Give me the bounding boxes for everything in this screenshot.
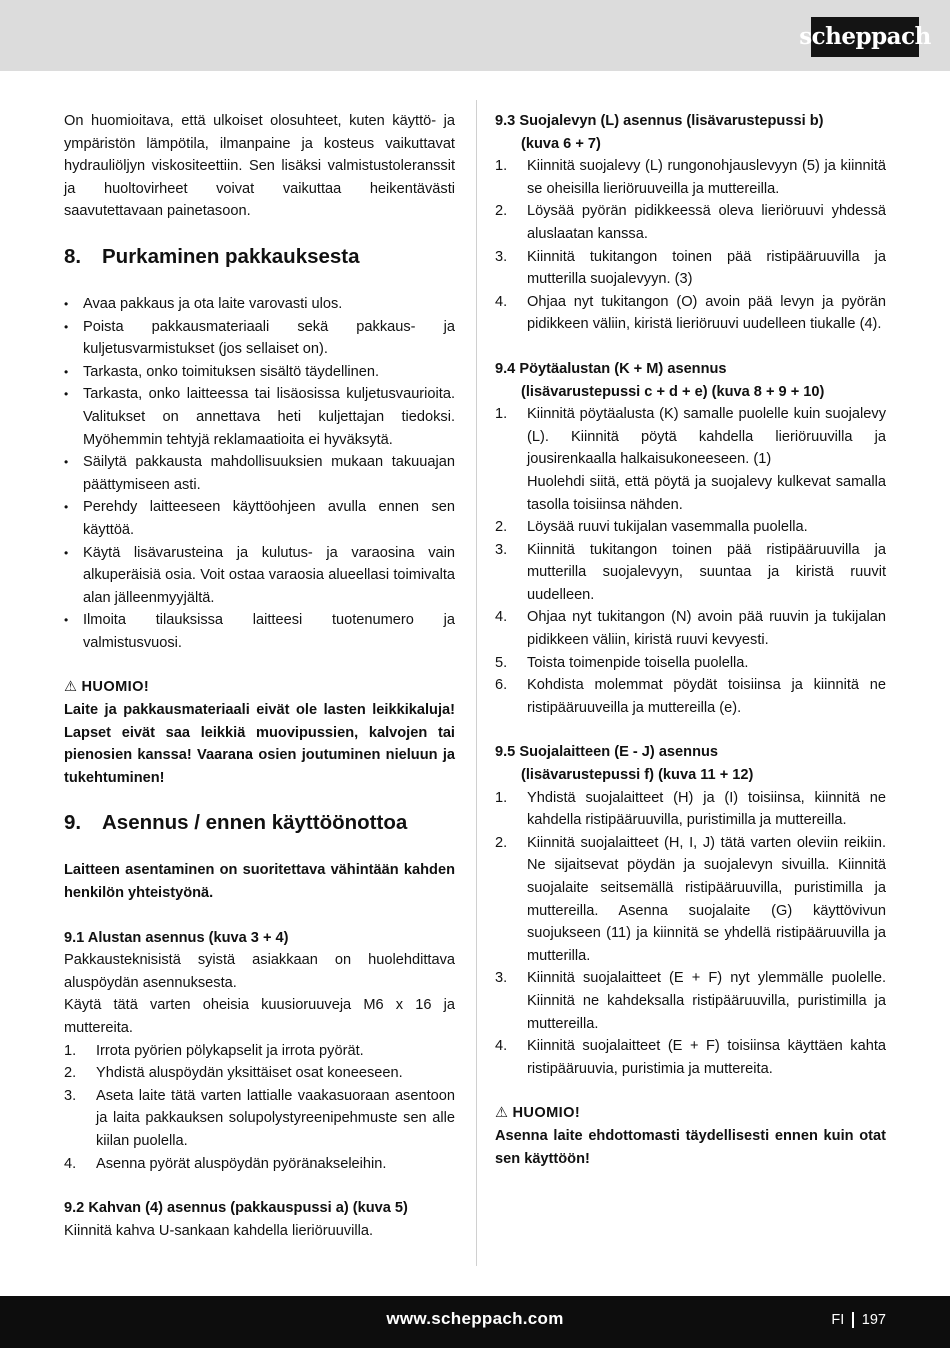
page-indicator bbox=[831, 1309, 886, 1332]
step-text: Yhdistä aluspöydän yksittäiset osat koneeseen. bbox=[96, 1065, 403, 1082]
step-item bbox=[495, 967, 886, 1035]
step-number: 3. bbox=[64, 1087, 77, 1104]
subsection-9-2-title: 9.2 Kahvan (4) asennus (pakkauspussi a) (kuva 5) bbox=[64, 1200, 408, 1217]
section-title: Asennus / ennen käyttöönottoa bbox=[102, 811, 408, 835]
subsection-9-5-steps bbox=[495, 787, 886, 1081]
step-text: Kiinnitä suojalaitteet (E + F) nyt ylemmälle puolelle. Kiinnitä ne kahdeksalla ristipääruuvilla, puristimilla ja muttereilla. bbox=[527, 970, 886, 1032]
step-item bbox=[64, 1040, 455, 1063]
step-item bbox=[495, 403, 886, 471]
step-number: 1. bbox=[64, 1042, 77, 1059]
warning-title: HUOMIO! bbox=[512, 1105, 581, 1122]
step-text: Irrota pyörien pölykapselit ja irrota pyörät. bbox=[96, 1042, 364, 1059]
right-column bbox=[495, 110, 886, 1170]
subsection-9-1-text-2: Käytä tätä varten oheisia kuusioruuveja M6 x 16 ja muttereita. bbox=[64, 997, 455, 1036]
section-9-heading bbox=[64, 809, 455, 837]
warning-text: Laite ja pakkausmateriaali eivät ole lasten leikkikaluja! Lapset eivät saa leikkiä muovipussien, kalvojen tai pienosien kanssa! Vaarana osien joutuminen nieluun ja tukehtuminen! bbox=[64, 702, 455, 786]
subsection-9-3-steps bbox=[495, 155, 886, 336]
step-number: 1. bbox=[495, 406, 508, 423]
bullet-item: • Tarkasta, onko toimituksen sisältö täydellinen. bbox=[64, 361, 455, 384]
step-item bbox=[64, 1062, 455, 1085]
step-number: 4. bbox=[495, 1038, 508, 1055]
bullet-item: • Käytä lisävarusteina ja kulutus- ja varaosina vain alkuperäisiä osia. Voit ostaa varaosia alueellasi toimivalta alan jälleenmyyjältä. bbox=[64, 542, 455, 610]
page-number: 197 bbox=[861, 1312, 886, 1328]
step-number: 4. bbox=[64, 1155, 77, 1172]
bullet-item: • Poista pakkausmateriaali sekä pakkaus- ja kuljetusvarmistukset (jos sellaiset on). bbox=[64, 316, 455, 361]
subsection-9-2-text: Kiinnitä kahva U-sankaan kahdella lieriöruuvilla. bbox=[64, 1222, 374, 1239]
step-item bbox=[495, 1035, 886, 1080]
step-text: Kiinnitä suojalaitteet (E + F) toisiinsa käyttäen kahta ristipääruuvia, puristimia ja muttereita. bbox=[527, 1038, 886, 1077]
step-item bbox=[495, 832, 886, 968]
subsection-9-1-steps bbox=[64, 1040, 455, 1176]
website-link[interactable]: www.scheppach.com bbox=[386, 1309, 564, 1328]
step-text: Toista toimenpide toisella puolella. bbox=[527, 654, 749, 671]
step-number: 2. bbox=[64, 1065, 77, 1082]
warning-triangle-icon: ⚠ bbox=[64, 679, 78, 696]
step-item bbox=[495, 652, 886, 675]
left-column bbox=[64, 110, 455, 1242]
subsection-9-4-steps bbox=[495, 403, 886, 719]
step-text: Ohjaa nyt tukitangon (N) avoin pää ruuvin ja tukijalan pidikkeen väliin, kiristä ruuvi kevyesti. bbox=[527, 609, 886, 649]
column-divider bbox=[476, 100, 477, 1266]
subsection-9-5-title-cont: (lisävarustepussi f) (kuva 11 + 12) bbox=[521, 767, 754, 784]
step-text: Kiinnitä pöytäalusta (K) samalle puolelle kuin suojalevy (L). Kiinnitä pöytä kahdella lieriöruuvilla ja jousirenkaalla halkaisukoneeseen. (1) bbox=[527, 406, 886, 468]
section-8-heading bbox=[64, 243, 455, 271]
section-title: Purkaminen pakkauksesta bbox=[102, 244, 360, 268]
bullet-item: • Avaa pakkaus ja ota laite varovasti ulos. bbox=[64, 293, 455, 316]
step-text: Kiinnitä tukitangon toinen pää ristipääruuvilla ja mutterilla suojalevyyn, suuntaa ja kiristä ruuvit uudelleen. bbox=[527, 541, 886, 603]
step-number: 2. bbox=[495, 519, 508, 536]
step-item bbox=[495, 539, 886, 607]
language-code: FI bbox=[831, 1312, 845, 1328]
step-number: 1. bbox=[495, 158, 508, 175]
warning-label bbox=[64, 676, 455, 699]
subsection-9-3-title: 9.3 Suojalevyn (L) asennus (lisävarustepussi b) bbox=[495, 113, 824, 129]
footer-bar bbox=[0, 1296, 950, 1348]
bullet-item: • Tarkasta, onko laitteessa tai lisäosissa kuljetusvaurioita. Valitukset on annettava heti kuljettajan tiedoksi. Myöhemmin tehtyjä reklamaatioita ei hyväksytä. bbox=[64, 383, 455, 451]
step-item bbox=[495, 516, 886, 539]
step-number: 3. bbox=[495, 541, 508, 558]
warning-label bbox=[495, 1102, 886, 1125]
step-text: Kiinnitä suojalevy (L) rungonohjauslevyyn (5) ja kiinnitä se oheisilla lieriöruuveilla ja muttereilla. bbox=[527, 158, 886, 197]
header-bar bbox=[0, 0, 950, 71]
step-item bbox=[495, 246, 886, 291]
step-number: 1. bbox=[495, 789, 508, 806]
section-8-bullets bbox=[64, 293, 455, 655]
subsection-9-1-title: 9.1 Alustan asennus (kuva 3 + 4) bbox=[64, 929, 289, 946]
step-text: Huolehdi siitä, että pöytä ja suojalevy kulkevat samalla tasolla toisiinsa nähden. bbox=[527, 473, 886, 513]
step-number: 2. bbox=[495, 834, 508, 851]
step-text: Aseta laite tätä varten lattialle vaakasuoraan asentoon ja laita pakkauksen solupolystyreenipehmuste sen alle kiilan puolella. bbox=[96, 1087, 455, 1149]
brand-logo: scheppach bbox=[811, 17, 919, 57]
section-number: 8. bbox=[64, 244, 82, 268]
bullet-item: • Ilmoita tilauksissa laitteesi tuotenumero ja valmistusvuosi. bbox=[64, 609, 455, 654]
subsection-9-4-title: 9.4 Pöytäalustan (K + M) asennus bbox=[495, 360, 727, 377]
step-number: 6. bbox=[495, 677, 508, 694]
step-item bbox=[64, 1085, 455, 1153]
subsection-9-4-title-cont: (lisävarustepussi c + d + e) (kuva 8 + 9 + 10) bbox=[521, 383, 825, 400]
step-item bbox=[495, 471, 886, 516]
subsection-9-3-title-cont: (kuva 6 + 7) bbox=[521, 135, 601, 152]
step-number: 4. bbox=[495, 293, 508, 310]
step-number: 3. bbox=[495, 248, 508, 265]
step-item bbox=[495, 787, 886, 832]
step-item bbox=[495, 674, 886, 719]
step-item bbox=[495, 200, 886, 245]
step-item bbox=[64, 1153, 455, 1176]
section-9-lead: Laitteen asentaminen on suoritettava vähintään kahden henkilön yhteistyönä. bbox=[64, 862, 455, 902]
subsection-9-1-text: Pakkausteknisistä syistä asiakkaan on huolehdittava aluspöydän asennuksesta. bbox=[64, 952, 455, 991]
step-number: 4. bbox=[495, 609, 508, 626]
step-text: Asenna pyörät aluspöydän pyöränakseleihin. bbox=[96, 1155, 387, 1172]
bullet-item: • Säilytä pakkausta mahdollisuuksien mukaan takuuajan päättymiseen asti. bbox=[64, 451, 455, 496]
step-item bbox=[495, 155, 886, 200]
step-text: Kohdista molemmat pöydät toisiinsa ja kiinnitä ne ristipääruuveilla ja muttereilla (e). bbox=[527, 677, 886, 716]
step-number: 5. bbox=[495, 654, 508, 671]
warning-text: Asenna laite ehdottomasti täydellisesti ennen kuin otat sen käyttöön! bbox=[495, 1127, 886, 1167]
step-number: 2. bbox=[495, 203, 508, 220]
step-item bbox=[495, 291, 886, 336]
step-text: Yhdistä suojalaitteet (H) ja (I) toisiinsa, kiinnitä ne kahdella ristipääruuvilla, puristimilla ja muttereilla. bbox=[527, 789, 886, 829]
step-item bbox=[495, 606, 886, 651]
intro-paragraph: On huomioitava, että ulkoiset olosuhteet, kuten käyttö- ja ympäristön lämpötila, ilmanpaine ja kosteus vaikuttavat hydrauliöljyn viskositeettiin. Sen lisäksi valmistustoleranssit ja huoltovirheet voivat vaikuttaa heikentävästi saavutettavaan painetasoon. bbox=[64, 113, 455, 220]
bullet-item: • Perehdy laitteeseen käyttöohjeen avulla ennen sen käyttöä. bbox=[64, 496, 455, 541]
step-text: Löysää pyörän pidikkeessä oleva lieriöruuvi yhdessä aluslaatan kanssa. bbox=[527, 203, 886, 242]
step-number bbox=[495, 471, 527, 516]
page-separator bbox=[852, 1312, 854, 1328]
section-number: 9. bbox=[64, 811, 82, 835]
step-text: Ohjaa nyt tukitangon (O) avoin pää levyn ja pyörän pidikkeen väliin, kiristä lieriöruuvi uudelleen tiukalle (4). bbox=[527, 293, 886, 333]
step-text: Kiinnitä suojalaitteet (H, I, J) tätä varten oleviin reikiin. Ne sijaitsevat pöydän ja suojalevyn sivuilla. Kiinnitä suojalaite seitsemällä ristipääruuvilla, puristimilla ja muttereilla. Asenna suojalaite (G) käyttövivun suojukseen (11) ja kiinnitä se yhdellä ristipääruuvilla ja mutterilla. bbox=[527, 834, 886, 964]
subsection-9-5-title: 9.5 Suojalaitteen (E - J) asennus bbox=[495, 744, 719, 761]
warning-title: HUOMIO! bbox=[81, 679, 150, 696]
step-number: 3. bbox=[495, 970, 508, 987]
step-text: Löysää ruuvi tukijalan vasemmalla puolella. bbox=[527, 519, 808, 536]
warning-triangle-icon: ⚠ bbox=[495, 1105, 509, 1122]
step-text: Kiinnitä tukitangon toinen pää ristipääruuvilla ja mutterilla suojalevyyn. (3) bbox=[527, 248, 886, 288]
